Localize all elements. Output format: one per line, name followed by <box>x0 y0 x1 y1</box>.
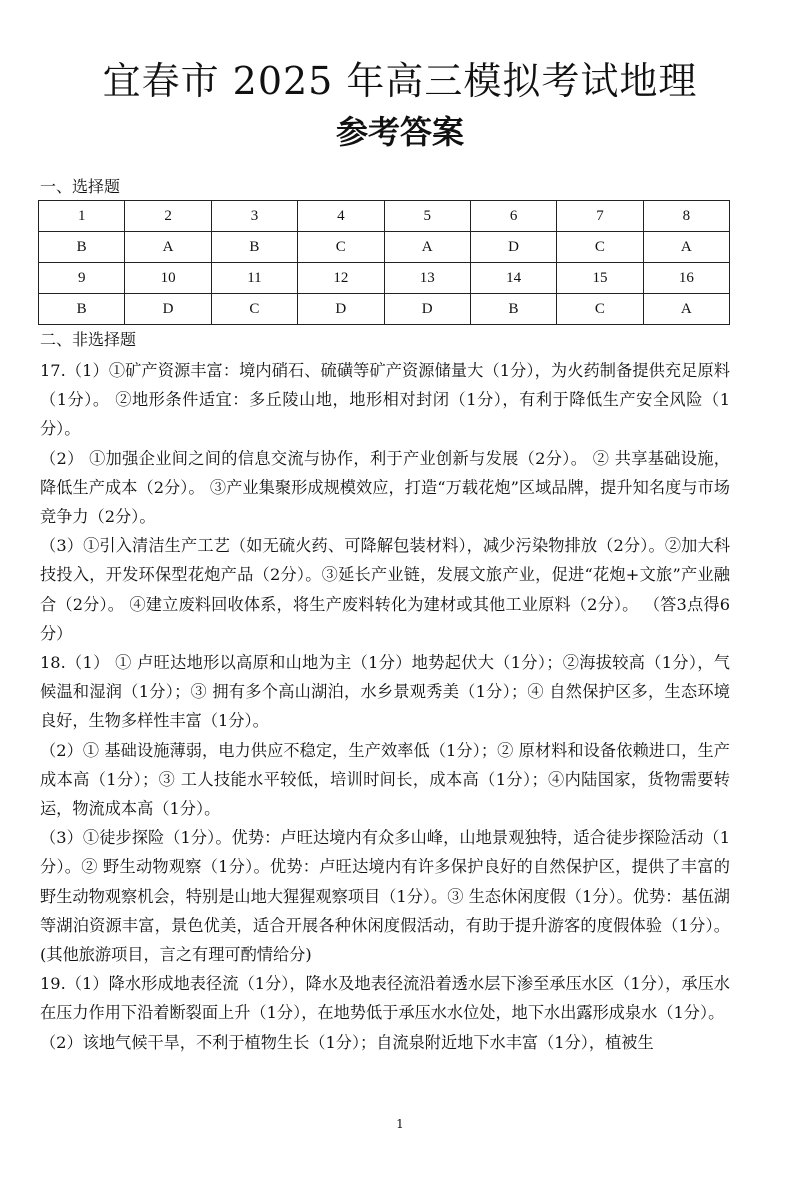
table-cell: C <box>211 294 297 325</box>
table-cell: A <box>643 232 729 263</box>
table-cell: 16 <box>643 263 729 294</box>
table-cell: B <box>39 232 125 263</box>
table-cell: D <box>125 294 211 325</box>
table-cell: 9 <box>39 263 125 294</box>
table-cell: A <box>643 294 729 325</box>
document-subtitle: 参考答案 <box>335 113 464 151</box>
table-cell: 5 <box>384 201 470 232</box>
table-cell: B <box>211 232 297 263</box>
table-cell: D <box>298 294 384 325</box>
answer-paragraph-18-3: （3）①徒步探险（1分）。优势：卢旺达境内有众多山峰，山地景观独特，适合徒步探险活动（1分）。② 野生动物观察（1分）。优势：卢旺达境内有许多保护良好的自然保护区，提供了丰富的野生动物观察机会，特别是山地大猩猩观察项目（1分）。③ 生态休闲度假（1分）。优势：基伍湖等湖泊资源丰富，景色优美，适合开展各种休闲度假活动，有助于提升游客的度假体验（1分）。(其他旅游项目，言之有理可酌情给分) <box>40 828 730 965</box>
table-cell: 13 <box>384 263 470 294</box>
table-cell: 15 <box>557 263 643 294</box>
section-heading-nonchoice: 二、非选择题 <box>40 330 137 349</box>
answer-paragraph-17-2: （2） ①加强企业间之间的信息交流与协作，利于产业创新与发展（2分）。 ② 共享基础设施，降低生产成本（2分）。 ③产业集聚形成规模效应，打造“万载花炮”区域品牌，提升知名度与市场竞争力（2分）。 <box>40 448 730 527</box>
answer-table <box>38 200 730 325</box>
table-cell: 14 <box>470 263 556 294</box>
table-cell: 3 <box>211 201 297 232</box>
table-cell: D <box>384 294 470 325</box>
table-cell: 11 <box>211 263 297 294</box>
table-row <box>39 232 730 263</box>
table-cell: 4 <box>298 201 384 232</box>
answer-paragraph-19-1: 19.（1）降水形成地表径流（1分），降水及地表径流沿着透水层下渗至承压水区（1分），承压水在压力作用下沿着断裂面上升（1分），在地势低于承压水水位处，地下水出露形成泉水（1分）。 <box>40 974 730 1023</box>
table-cell: C <box>557 294 643 325</box>
table-cell: 12 <box>298 263 384 294</box>
table-cell: 6 <box>470 201 556 232</box>
table-cell: 2 <box>125 201 211 232</box>
table-row <box>39 201 730 232</box>
section-heading-choice: 一、选择题 <box>40 177 121 196</box>
table-cell: C <box>557 232 643 263</box>
table-row <box>39 263 730 294</box>
answer-body <box>40 356 730 1057</box>
answer-paragraph-19-2: （2）该地气候干旱，不利于植物生长（1分）；自流泉附近地下水丰富（1分），植被生 <box>40 1032 654 1052</box>
table-cell: D <box>470 232 556 263</box>
table-cell: 1 <box>39 201 125 232</box>
table-row <box>39 294 730 325</box>
answer-paragraph-18-2: （2）① 基础设施薄弱，电力供应不稳定，生产效率低（1分）；② 原材料和设备依赖进口，生产成本高（1分）；③ 工人技能水平较低，培训时间长，成本高（1分）；④内陆国家，货物需要转运，物流成本高（1分）。 <box>40 740 730 819</box>
table-cell: 8 <box>643 201 729 232</box>
table-cell: 10 <box>125 263 211 294</box>
document-title: 宜春市 2025 年高三模拟考试地理 <box>102 59 698 103</box>
answer-paragraph-17-3: （3）①引入清洁生产工艺（如无硫火药、可降解包装材料），减少污染物排放（2分）。②加大科技投入，开发环保型花炮产品（2分）。③延长产业链，发展文旅产业，促进“花炮+文旅”产业融合（2分）。 ④建立废料回收体系，将生产废料转化为建材或其他工业原料（2分）。 （答3点得6分） <box>40 536 730 643</box>
table-cell: A <box>125 232 211 263</box>
answer-paragraph-17-1: 17.（1）①矿产资源丰富：境内硝石、硫磺等矿产资源储量大（1分），为火药制备提供充足原料（1分）。 ②地形条件适宜：多丘陵山地，地形相对封闭（1分），有利于降低生产安全风险（1分）。 <box>40 361 730 439</box>
table-cell: B <box>470 294 556 325</box>
table-cell: 7 <box>557 201 643 232</box>
table-cell: C <box>298 232 384 263</box>
answer-paragraph-18-1: 18.（1） ① 卢旺达地形以高原和山地为主（1分）地势起伏大（1分）；②海拔较高（1分），气候温和湿润（1分）；③ 拥有多个高山湖泊，水乡景观秀美（1分）；④ 自然保护区多，生态环境良好，生物多样性丰富（1分）。 <box>40 653 730 731</box>
page-number: 1 <box>396 1117 404 1131</box>
table-cell: A <box>384 232 470 263</box>
table-cell: B <box>39 294 125 325</box>
